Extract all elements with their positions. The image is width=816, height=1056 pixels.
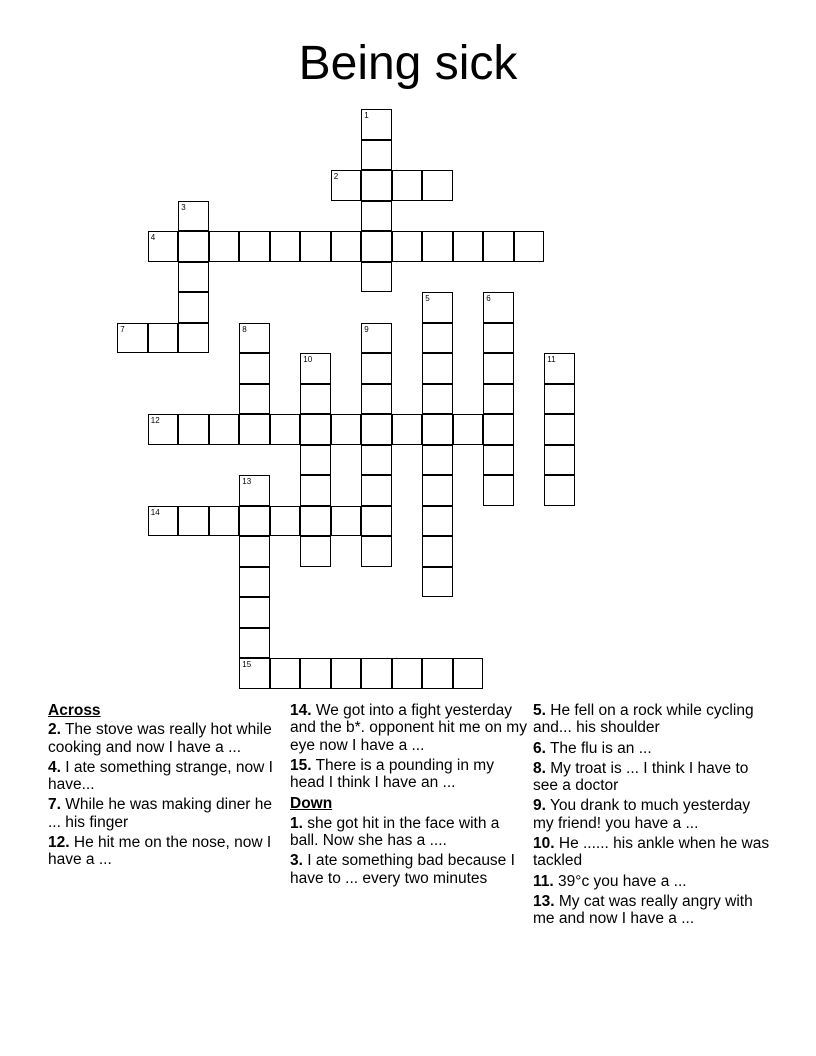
clue-down-13: [533, 893, 773, 928]
cell-number: 5: [425, 294, 430, 304]
crossword-cell[interactable]: [300, 353, 331, 384]
crossword-cell[interactable]: [270, 414, 301, 445]
crossword-cell[interactable]: [178, 231, 209, 262]
cell-number: 14: [150, 507, 160, 517]
crossword-cell[interactable]: [422, 536, 453, 567]
clue-number: 3.: [290, 852, 303, 870]
clue-number: 7.: [48, 796, 61, 814]
clue-number: 11.: [533, 872, 554, 890]
crossword-cell[interactable]: [483, 384, 514, 415]
clue-down-6: [533, 740, 773, 757]
down-heading: Down: [290, 795, 333, 813]
crossword-cell[interactable]: [483, 414, 514, 445]
crossword-cell[interactable]: [331, 231, 362, 262]
crossword-cell[interactable]: [361, 170, 392, 201]
crossword-cell[interactable]: [361, 414, 392, 445]
crossword-cell[interactable]: [331, 506, 362, 537]
clue-down-1: [290, 815, 528, 850]
clue-number: 10.: [533, 835, 555, 853]
clue-number: 1.: [290, 814, 303, 832]
crossword-cell[interactable]: [483, 445, 514, 476]
crossword-cell[interactable]: [117, 323, 148, 354]
clue-text: He ...... his ankle when he was tackled: [533, 835, 770, 870]
clue-text: There is a pounding in my head I think I have an ...: [290, 756, 494, 792]
crossword-cell[interactable]: [392, 658, 423, 689]
clues-column-3: [533, 702, 773, 931]
crossword-cell[interactable]: [361, 323, 392, 354]
crossword-cell[interactable]: [239, 658, 270, 689]
crossword-cell[interactable]: [544, 414, 575, 445]
crossword-cell[interactable]: [148, 506, 179, 537]
clue-text: she got hit in the face with a ball. Now she has a ....: [290, 814, 500, 850]
crossword-cell[interactable]: [300, 231, 331, 262]
clue-number: 14.: [290, 702, 312, 719]
crossword-cell[interactable]: [331, 658, 362, 689]
cell-number: 7: [120, 324, 125, 334]
crossword-cell[interactable]: [392, 170, 423, 201]
crossword-cell[interactable]: [148, 414, 179, 445]
crossword-cell[interactable]: [239, 231, 270, 262]
crossword-cell[interactable]: [422, 445, 453, 476]
crossword-cell[interactable]: [300, 475, 331, 506]
clue-across-15: [290, 757, 528, 792]
cell-number: 4: [150, 233, 156, 243]
crossword-cell[interactable]: [178, 414, 209, 445]
clue-down-9: [533, 797, 773, 832]
crossword-cell[interactable]: [422, 231, 453, 262]
cell-number: 11: [547, 355, 556, 365]
crossword-cell[interactable]: [361, 506, 392, 537]
crossword-cell[interactable]: [239, 414, 270, 445]
crossword-cell[interactable]: [148, 323, 179, 354]
clue-text: He hit me on the nose, now I have a ...: [48, 834, 272, 869]
crossword-cell[interactable]: [239, 536, 270, 567]
across-heading: Across: [48, 702, 101, 719]
cell-number: 8: [242, 324, 247, 334]
crossword-cell[interactable]: [361, 201, 392, 232]
crossword-cell[interactable]: [361, 658, 392, 689]
clue-number: 15.: [290, 756, 312, 774]
crossword-cell[interactable]: [239, 323, 270, 354]
clue-text: I ate something strange, now I have...: [48, 758, 273, 794]
clue-text: My cat was really angry with me and now I have a ...: [533, 892, 753, 928]
crossword-cell[interactable]: [361, 475, 392, 506]
crossword-cell[interactable]: [300, 536, 331, 567]
crossword-cell[interactable]: [544, 445, 575, 476]
crossword-cell[interactable]: [453, 414, 484, 445]
crossword-cell[interactable]: [300, 445, 331, 476]
clue-number: 8.: [533, 759, 546, 777]
crossword-cell[interactable]: [422, 506, 453, 537]
crossword-cell[interactable]: [514, 231, 545, 262]
clues-column-2: [290, 702, 528, 890]
crossword-cell[interactable]: [361, 536, 392, 567]
clue-number: 13.: [533, 892, 555, 910]
crossword-cell[interactable]: [422, 384, 453, 415]
clue-number: 9.: [533, 797, 546, 815]
crossword-cell[interactable]: [300, 414, 331, 445]
crossword-cell[interactable]: [544, 384, 575, 415]
crossword-cell[interactable]: [361, 140, 392, 171]
crossword-cell[interactable]: [422, 414, 453, 445]
clue-across-12: [48, 834, 288, 869]
crossword-cell[interactable]: [239, 384, 270, 415]
crossword-cell[interactable]: [300, 658, 331, 689]
clue-down-8: [533, 760, 773, 795]
clue-text: My troat is ... I think I have to see a doctor: [533, 759, 749, 795]
crossword-cell[interactable]: [422, 292, 453, 323]
crossword-cell[interactable]: [270, 658, 301, 689]
crossword-cell[interactable]: [422, 323, 453, 354]
clue-text: The flu is an ...: [549, 739, 652, 757]
clue-number: 2.: [48, 721, 61, 739]
crossword-cell[interactable]: [178, 201, 209, 232]
crossword-cell[interactable]: [178, 292, 209, 323]
crossword-cell[interactable]: [483, 292, 514, 323]
clue-number: 4.: [48, 758, 61, 776]
crossword-cell[interactable]: [209, 506, 240, 537]
crossword-cell[interactable]: [209, 414, 240, 445]
clue-across-14: [290, 702, 528, 754]
crossword-cell[interactable]: [361, 231, 392, 262]
crossword-cell[interactable]: [483, 323, 514, 354]
clue-across-4: [48, 759, 288, 794]
crossword-cell[interactable]: [392, 414, 423, 445]
crossword-cell[interactable]: [331, 414, 362, 445]
cell-number: 9: [364, 324, 369, 334]
crossword-cell[interactable]: [422, 170, 453, 201]
clue-down-10: [533, 835, 773, 870]
cell-number: 12: [150, 416, 160, 426]
clue-text: I ate something bad because I have to ... every two minutes: [290, 852, 515, 887]
clue-down-5: [533, 702, 773, 737]
clue-text: We got into a fight yesterday and the b*. opponent hit me on my eye now I have a ...: [290, 702, 527, 754]
crossword-cell[interactable]: [483, 231, 514, 262]
crossword-cell[interactable]: [361, 262, 392, 293]
crossword-cell[interactable]: [148, 231, 179, 262]
clue-down-3: [290, 852, 528, 887]
crossword-cell[interactable]: [270, 506, 301, 537]
clue-text: The stove was really hot while cooking and now I have a ...: [48, 721, 272, 756]
clue-text: He fell on a rock while cycling and... his shoulder: [533, 702, 754, 737]
crossword-cell[interactable]: [239, 475, 270, 506]
crossword-cell[interactable]: [178, 506, 209, 537]
clue-text: While he was making diner he ... his finger: [48, 796, 273, 831]
crossword-cell[interactable]: [544, 353, 575, 384]
cell-number: 6: [486, 294, 491, 304]
crossword-cell[interactable]: [361, 353, 392, 384]
clue-text: 39°c you have a ...: [558, 872, 687, 890]
crossword-cell[interactable]: [239, 597, 270, 628]
crossword-cell[interactable]: [361, 109, 392, 140]
cell-number: 3: [181, 202, 186, 212]
cell-number: 1: [364, 111, 369, 121]
crossword-cell[interactable]: [422, 353, 453, 384]
cell-number: 13: [242, 477, 252, 487]
crossword-cell[interactable]: [331, 170, 362, 201]
crossword-cell[interactable]: [300, 384, 331, 415]
cell-number: 10: [303, 355, 313, 365]
clue-number: 5.: [533, 702, 546, 719]
crossword-cell[interactable]: [209, 231, 240, 262]
crossword-cell[interactable]: [178, 323, 209, 354]
clue-across-2: [48, 721, 288, 756]
clue-across-7: [48, 796, 288, 831]
clue-down-11: [533, 873, 773, 890]
crossword-cell[interactable]: [239, 353, 270, 384]
crossword-cell[interactable]: [422, 658, 453, 689]
clue-text: You drank to much yesterday my friend! you have a ...: [533, 797, 751, 832]
crossword-cell[interactable]: [544, 475, 575, 506]
crossword-cell[interactable]: [361, 445, 392, 476]
crossword-cell[interactable]: [361, 384, 392, 415]
crossword-cell[interactable]: [239, 567, 270, 598]
clue-number: 6.: [533, 739, 546, 757]
page-title: Being sick: [298, 37, 518, 90]
crossword-cell[interactable]: [392, 231, 423, 262]
crossword-cell[interactable]: [422, 475, 453, 506]
crossword-cell[interactable]: [178, 262, 209, 293]
crossword-cell[interactable]: [422, 567, 453, 598]
crossword-cell[interactable]: [239, 628, 270, 659]
crossword-cell[interactable]: [453, 658, 484, 689]
crossword-cell[interactable]: [300, 506, 331, 537]
cell-number: 2: [333, 172, 339, 182]
crossword-cell[interactable]: [453, 231, 484, 262]
clue-number: 12.: [48, 834, 70, 852]
clues-column-1: [48, 702, 288, 872]
cell-number: 15: [242, 660, 252, 670]
crossword-cell[interactable]: [483, 475, 514, 506]
crossword-cell[interactable]: [239, 506, 270, 537]
crossword-cell[interactable]: [270, 231, 301, 262]
crossword-cell[interactable]: [483, 353, 514, 384]
